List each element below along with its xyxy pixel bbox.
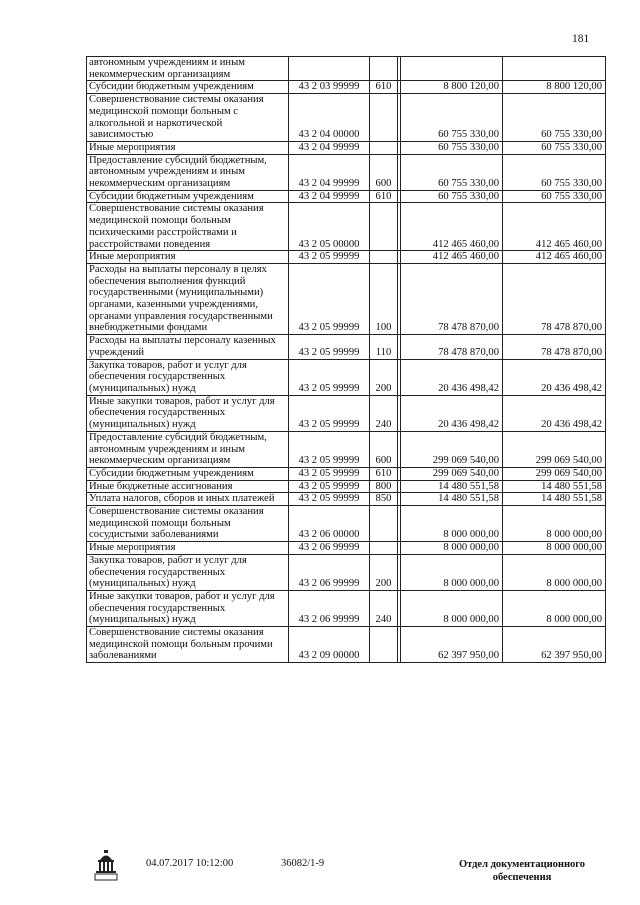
table-row xyxy=(87,431,606,467)
table-row xyxy=(87,263,606,334)
row-name-cell: Совершенствование системы оказания медицинской помощи больным прочими заболеваниями xyxy=(87,627,289,663)
table-row xyxy=(87,359,606,395)
row-amount-cell: 8 000 000,00 xyxy=(401,542,503,555)
row-amount2-cell: 60 755 330,00 xyxy=(503,141,606,154)
row-code-cell: 43 2 05 99999 xyxy=(289,467,370,480)
row-name-cell: Иные закупки товаров, работ и услуг для обеспечения государственных (муниципальных) нужд xyxy=(87,395,289,431)
row-amount-cell: 8 000 000,00 xyxy=(401,554,503,590)
row-amount-cell: 60 755 330,00 xyxy=(401,141,503,154)
row-type-cell xyxy=(370,542,398,555)
row-name-cell: Иные мероприятия xyxy=(87,251,289,264)
table-row xyxy=(87,141,606,154)
row-amount-cell: 14 480 551,58 xyxy=(401,480,503,493)
row-amount-cell: 60 755 330,00 xyxy=(401,154,503,190)
row-type-cell xyxy=(370,57,398,81)
row-amount-cell: 14 480 551,58 xyxy=(401,493,503,506)
row-code-cell: 43 2 05 00000 xyxy=(289,203,370,251)
row-code-cell: 43 2 05 99999 xyxy=(289,395,370,431)
table-row xyxy=(87,554,606,590)
row-amount2-cell: 60 755 330,00 xyxy=(503,94,606,142)
table-row xyxy=(87,493,606,506)
row-type-cell: 850 xyxy=(370,493,398,506)
row-code-cell: 43 2 05 99999 xyxy=(289,335,370,359)
table-row xyxy=(87,506,606,542)
row-code-cell: 43 2 04 99999 xyxy=(289,154,370,190)
row-amount-cell: 8 000 000,00 xyxy=(401,506,503,542)
row-name-cell: Совершенствование системы оказания медицинской помощи больным с алкогольной и наркотической зависимостью xyxy=(87,94,289,142)
row-amount2-cell: 78 478 870,00 xyxy=(503,263,606,334)
row-name-cell: Закупка товаров, работ и услуг для обеспечения государственных (муниципальных) нужд xyxy=(87,554,289,590)
row-amount2-cell: 8 800 120,00 xyxy=(503,81,606,94)
row-amount2-cell: 62 397 950,00 xyxy=(503,627,606,663)
row-type-cell xyxy=(370,141,398,154)
row-name-cell: Совершенствование системы оказания медицинской помощи больным сосудистыми заболеваниями xyxy=(87,506,289,542)
row-code-cell: 43 2 06 99999 xyxy=(289,542,370,555)
table-row xyxy=(87,81,606,94)
row-amount-cell: 8 000 000,00 xyxy=(401,590,503,626)
row-type-cell: 610 xyxy=(370,467,398,480)
table-row xyxy=(87,590,606,626)
row-type-cell xyxy=(370,627,398,663)
row-amount2-cell: 299 069 540,00 xyxy=(503,467,606,480)
row-code-cell: 43 2 03 99999 xyxy=(289,81,370,94)
row-amount2-cell: 78 478 870,00 xyxy=(503,335,606,359)
row-code-cell: 43 2 05 99999 xyxy=(289,263,370,334)
row-name-cell: автономным учреждениям и иным некоммерческим организациям xyxy=(87,57,289,81)
row-amount-cell: 299 069 540,00 xyxy=(401,467,503,480)
row-type-cell: 610 xyxy=(370,190,398,203)
row-type-cell xyxy=(370,506,398,542)
row-name-cell: Иные мероприятия xyxy=(87,141,289,154)
row-amount2-cell: 14 480 551,58 xyxy=(503,493,606,506)
row-type-cell xyxy=(370,203,398,251)
row-amount2-cell: 60 755 330,00 xyxy=(503,154,606,190)
table-row xyxy=(87,203,606,251)
row-type-cell: 800 xyxy=(370,480,398,493)
table-row xyxy=(87,94,606,142)
row-amount-cell: 20 436 498,42 xyxy=(401,359,503,395)
duma-building-icon xyxy=(94,850,118,882)
row-code-cell: 43 2 05 99999 xyxy=(289,359,370,395)
row-amount2-cell xyxy=(503,57,606,81)
row-name-cell: Субсидии бюджетным учреждениям xyxy=(87,190,289,203)
row-code-cell: 43 2 05 99999 xyxy=(289,431,370,467)
row-amount2-cell: 20 436 498,42 xyxy=(503,359,606,395)
row-amount2-cell: 14 480 551,58 xyxy=(503,480,606,493)
row-code-cell: 43 2 09 00000 xyxy=(289,627,370,663)
row-amount2-cell: 20 436 498,42 xyxy=(503,395,606,431)
row-amount-cell xyxy=(401,57,503,81)
row-name-cell: Иные мероприятия xyxy=(87,542,289,555)
row-amount2-cell: 8 000 000,00 xyxy=(503,542,606,555)
table-row xyxy=(87,395,606,431)
row-amount-cell: 60 755 330,00 xyxy=(401,190,503,203)
table-row xyxy=(87,154,606,190)
row-code-cell xyxy=(289,57,370,81)
row-amount-cell: 78 478 870,00 xyxy=(401,335,503,359)
row-type-cell xyxy=(370,94,398,142)
row-type-cell: 110 xyxy=(370,335,398,359)
footer-datetime: 04.07.2017 10:12:00 xyxy=(146,858,234,869)
row-amount2-cell: 412 465 460,00 xyxy=(503,203,606,251)
row-amount-cell: 412 465 460,00 xyxy=(401,251,503,264)
table-row xyxy=(87,335,606,359)
table-row xyxy=(87,190,606,203)
row-amount2-cell: 8 000 000,00 xyxy=(503,590,606,626)
row-name-cell: Предоставление субсидий бюджетным, автономным учреждениям и иным некоммерческим организациям xyxy=(87,154,289,190)
footer-doc-number: 36082/1-9 xyxy=(281,858,325,869)
row-amount2-cell: 412 465 460,00 xyxy=(503,251,606,264)
row-name-cell: Закупка товаров, работ и услуг для обеспечения государственных (муниципальных) нужд xyxy=(87,359,289,395)
footer-department: Отдел документационного обеспечения xyxy=(458,859,586,883)
row-code-cell: 43 2 05 99999 xyxy=(289,493,370,506)
row-amount-cell: 60 755 330,00 xyxy=(401,94,503,142)
row-name-cell: Предоставление субсидий бюджетным, автономным учреждениям и иным некоммерческим организациям xyxy=(87,431,289,467)
row-type-cell xyxy=(370,251,398,264)
row-code-cell: 43 2 04 99999 xyxy=(289,141,370,154)
row-amount-cell: 8 800 120,00 xyxy=(401,81,503,94)
row-type-cell: 240 xyxy=(370,590,398,626)
row-type-cell: 200 xyxy=(370,554,398,590)
table-row xyxy=(87,251,606,264)
row-name-cell: Расходы на выплаты персоналу в целях обеспечения выполнения функций государственными (муниципальными) органами, казенными учреждениями, органами управления государственными внебюджетными фондами xyxy=(87,263,289,334)
row-amount2-cell: 8 000 000,00 xyxy=(503,506,606,542)
row-code-cell: 43 2 05 99999 xyxy=(289,480,370,493)
row-code-cell: 43 2 06 00000 xyxy=(289,506,370,542)
row-name-cell: Совершенствование системы оказания медицинской помощи больным психическими расстройствами и расстройствами поведения xyxy=(87,203,289,251)
row-type-cell: 240 xyxy=(370,395,398,431)
budget-table xyxy=(86,56,606,663)
row-type-cell: 200 xyxy=(370,359,398,395)
row-code-cell: 43 2 05 99999 xyxy=(289,251,370,264)
row-type-cell: 610 xyxy=(370,81,398,94)
row-amount-cell: 412 465 460,00 xyxy=(401,203,503,251)
row-amount2-cell: 8 000 000,00 xyxy=(503,554,606,590)
row-amount2-cell: 60 755 330,00 xyxy=(503,190,606,203)
row-type-cell: 600 xyxy=(370,431,398,467)
row-amount2-cell: 299 069 540,00 xyxy=(503,431,606,467)
row-name-cell: Уплата налогов, сборов и иных платежей xyxy=(87,493,289,506)
table-row xyxy=(87,57,606,81)
row-type-cell: 600 xyxy=(370,154,398,190)
row-amount-cell: 20 436 498,42 xyxy=(401,395,503,431)
row-code-cell: 43 2 06 99999 xyxy=(289,554,370,590)
row-name-cell: Субсидии бюджетным учреждениям xyxy=(87,81,289,94)
table-row xyxy=(87,542,606,555)
row-name-cell: Субсидии бюджетным учреждениям xyxy=(87,467,289,480)
row-name-cell: Расходы на выплаты персоналу казенных учреждений xyxy=(87,335,289,359)
row-name-cell: Иные бюджетные ассигнования xyxy=(87,480,289,493)
row-type-cell: 100 xyxy=(370,263,398,334)
table-row xyxy=(87,467,606,480)
table-row xyxy=(87,627,606,663)
row-code-cell: 43 2 04 00000 xyxy=(289,94,370,142)
row-code-cell: 43 2 04 99999 xyxy=(289,190,370,203)
row-amount-cell: 299 069 540,00 xyxy=(401,431,503,467)
budget-table-body xyxy=(87,57,606,663)
row-amount-cell: 78 478 870,00 xyxy=(401,263,503,334)
row-amount-cell: 62 397 950,00 xyxy=(401,627,503,663)
table-row xyxy=(87,480,606,493)
row-name-cell: Иные закупки товаров, работ и услуг для обеспечения государственных (муниципальных) нужд xyxy=(87,590,289,626)
row-code-cell: 43 2 06 99999 xyxy=(289,590,370,626)
page-number: 181 xyxy=(572,33,590,45)
